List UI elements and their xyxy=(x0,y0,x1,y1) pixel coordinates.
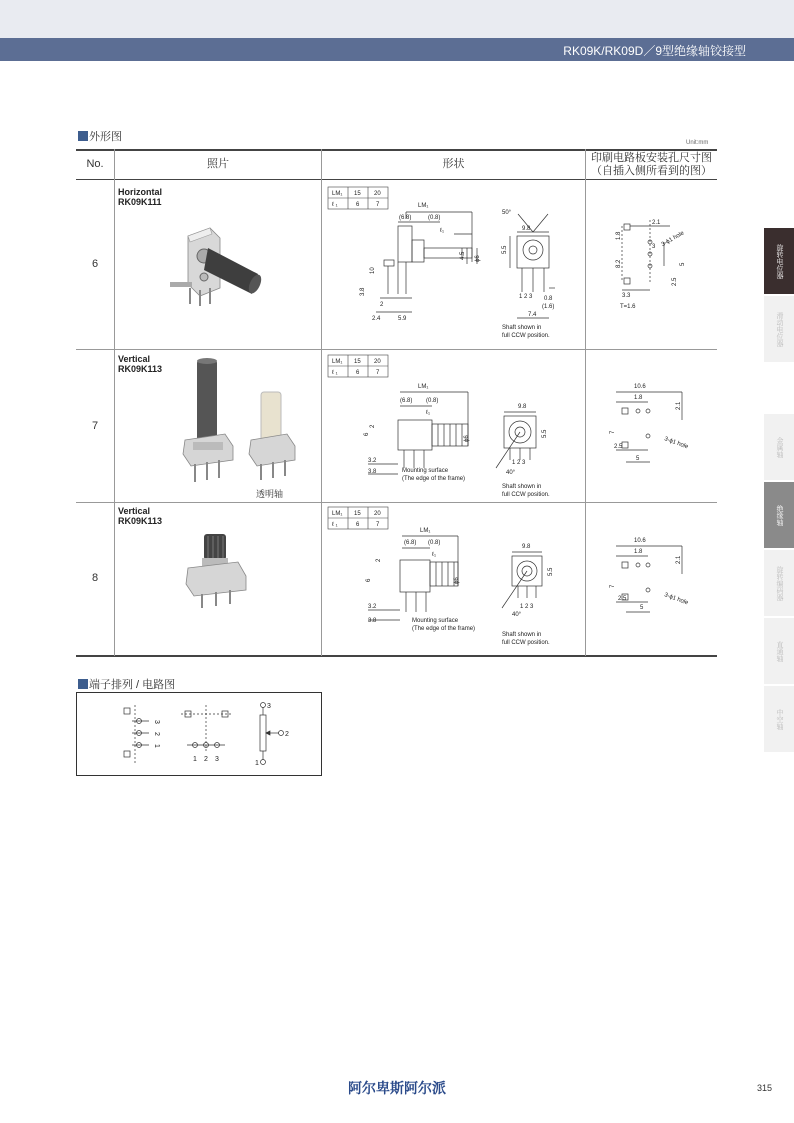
dim-1-6: (1.6) xyxy=(542,304,555,310)
mount-note-1: Mounting surface xyxy=(412,618,459,624)
dim-9-8: 9.8 xyxy=(522,226,531,232)
dim-1-8: 1.8 xyxy=(616,231,622,240)
l1-7: 7 xyxy=(376,522,380,528)
header-no: No. xyxy=(86,158,104,170)
dim-lm1: LM₁ xyxy=(418,203,429,209)
dim-phi6: ϕ6 xyxy=(454,577,460,584)
l1-6: 6 xyxy=(356,202,360,208)
l1-6: 6 xyxy=(356,370,360,376)
dim-2-5: 2.5 xyxy=(614,444,623,450)
title-bar xyxy=(0,38,794,61)
circuit-diagram-box xyxy=(76,692,322,776)
product-photo-vertical-clear xyxy=(245,388,305,484)
pin-3-label: 3 xyxy=(267,703,271,710)
dim-hole: 3-ϕ1 hole xyxy=(663,592,689,607)
section-marker-icon xyxy=(78,679,88,689)
shape-drawing-row6 xyxy=(322,182,586,352)
dim-7-4: 7.4 xyxy=(528,312,537,318)
terminal-circuit-diagram xyxy=(77,693,321,775)
dim-40deg: 40° xyxy=(506,470,516,476)
mount-note-2: (The edge of the frame) xyxy=(412,626,476,632)
dim-8-2: 8.2 xyxy=(616,259,622,268)
dim-6: 6 xyxy=(366,578,372,582)
pin-2-label: 2 xyxy=(285,731,289,738)
dim-lm1: LM₁ xyxy=(418,384,429,390)
side-tab[interactable]: 绝缘轴 xyxy=(764,482,794,548)
dim-9-8: 9.8 xyxy=(518,404,527,410)
section-marker-icon xyxy=(78,131,88,141)
dim-6-8: (6.8) xyxy=(404,540,417,546)
shaft-note-2: full CCW position. xyxy=(502,492,550,498)
l1-6: 6 xyxy=(356,522,360,528)
lm-15: 15 xyxy=(354,191,361,197)
l1-header: ℓ ₁ xyxy=(332,522,338,528)
shape-drawing-row7 xyxy=(322,350,586,502)
row-number: 6 xyxy=(91,258,99,270)
shape-drawing-row8 xyxy=(322,502,586,654)
lm-20: 20 xyxy=(374,359,381,365)
product-photo-horizontal xyxy=(160,222,270,310)
dim-l1: ℓ₁ xyxy=(440,228,444,234)
pin-3-label: 3 xyxy=(153,720,160,724)
dim-2: 2 xyxy=(376,558,382,562)
row-model: Vertical RK09K113 xyxy=(118,506,163,526)
dim-0-8: (0.8) xyxy=(426,398,439,404)
dim-3: 3 xyxy=(652,244,656,250)
dim-2-1: 2.1 xyxy=(652,220,661,226)
dim-5-5: 5.5 xyxy=(542,429,548,438)
outline-section-title: 外形图 xyxy=(78,128,122,144)
footer-brand: 阿尔卑斯阿尔派 xyxy=(348,1080,446,1096)
dim-6: 6 xyxy=(364,432,370,436)
dim-0-8: (0.8) xyxy=(428,540,441,546)
row-number: 7 xyxy=(91,420,99,432)
dim-3-2: 3.2 xyxy=(368,604,377,610)
pcb-drawing-row7 xyxy=(586,350,717,502)
dim-10: 10 xyxy=(370,267,376,274)
page-title: RK09K/RK09D／9型绝缘轴铰接型 xyxy=(563,44,746,58)
dim-6-8: (6.8) xyxy=(399,215,412,221)
page-number: 315 xyxy=(757,1083,773,1093)
side-tab[interactable]: 旋转编码器 xyxy=(764,550,794,616)
top-band xyxy=(0,0,794,38)
pin-2-label: 2 xyxy=(204,756,208,763)
side-tab[interactable]: 直通轴 xyxy=(764,618,794,684)
dim-2: 2 xyxy=(370,424,376,428)
dim-3-8: 3.8 xyxy=(368,469,377,475)
dim-2-5: 2.5 xyxy=(618,596,627,602)
dim-l1: ℓ₁ xyxy=(426,410,430,416)
pin-1-label: 1 xyxy=(255,760,259,767)
dim-50deg: 50° xyxy=(502,210,512,216)
header-pcb: 印刷电路板安装孔尺寸图 xyxy=(591,152,712,164)
dim-5: 5 xyxy=(680,262,686,266)
row-model: Vertical RK09K113 xyxy=(118,354,163,374)
l1-7: 7 xyxy=(376,370,380,376)
side-tab[interactable]: 滑动电位器 xyxy=(764,296,794,362)
shaft-note-1: Shaft shown in xyxy=(502,632,542,638)
lm-15: 15 xyxy=(354,359,361,365)
dim-1-8: 1.8 xyxy=(634,549,643,555)
header-shape: 形状 xyxy=(442,158,465,170)
dim-l1: ℓ₁ xyxy=(432,552,436,558)
dim-1-8: 1.8 xyxy=(634,395,643,401)
dim-7: 7 xyxy=(610,430,616,434)
dim-5: 5 xyxy=(640,605,644,611)
photo-caption: 透明轴 xyxy=(256,489,284,499)
pin-labels: 1 2 3 xyxy=(512,460,526,466)
pin-1-label: 1 xyxy=(153,744,160,748)
pin-1-label: 1 xyxy=(193,756,197,763)
dim-5: 5 xyxy=(636,456,640,462)
dim-6-8: (6.8) xyxy=(400,398,413,404)
shaft-note-2: full CCW position. xyxy=(502,640,550,646)
pin-labels: 1 2 3 xyxy=(519,294,533,300)
dim-t-1-6: T=1.6 xyxy=(620,304,636,310)
header-pcb-sub: （自插入侧所看到的图） xyxy=(591,165,712,177)
dim-5-5: 5.5 xyxy=(548,567,554,576)
dim-9-8: 9.8 xyxy=(522,544,531,550)
dim-4-5: 4.5 xyxy=(460,251,466,260)
dim-phi6: ϕ6 xyxy=(464,435,470,442)
dim-0-8b: 0.8 xyxy=(544,296,553,302)
dim-2-4: 2.4 xyxy=(372,316,381,322)
unit-label: Unit:mm xyxy=(686,140,709,146)
l1-header: ℓ ₁ xyxy=(332,370,338,376)
dim-10-6: 10.6 xyxy=(634,384,646,390)
lm-20: 20 xyxy=(374,511,381,517)
lm-header: LM₁ xyxy=(332,511,343,517)
product-photo-vertical-knurled xyxy=(180,528,260,612)
dim-40deg: 40° xyxy=(512,612,522,618)
dim-2-1: 2.1 xyxy=(676,555,682,564)
dim-2-5: 2.5 xyxy=(672,277,678,286)
lm-header: LM₁ xyxy=(332,191,343,197)
shaft-note-1: Shaft shown in xyxy=(502,325,542,331)
lm-header: LM₁ xyxy=(332,359,343,365)
dim-3-8: 3.8 xyxy=(360,287,366,296)
dim-phi6: ϕ6 xyxy=(475,255,481,262)
pin-2-label: 2 xyxy=(153,732,160,736)
shaft-note-2: full CCW position. xyxy=(502,333,550,339)
pcb-drawing-row8 xyxy=(586,502,717,654)
lm-20: 20 xyxy=(374,191,381,197)
pin-3-label: 3 xyxy=(215,756,219,763)
l1-header: ℓ ₁ xyxy=(332,202,338,208)
dim-10-6: 10.6 xyxy=(634,538,646,544)
side-tab[interactable]: 旋转电位器 xyxy=(764,228,794,294)
circuit-section-title: 端子排列 / 电路图 xyxy=(78,676,175,692)
dim-3-2: 3.2 xyxy=(368,458,377,464)
dim-7: 7 xyxy=(610,584,616,588)
dim-5-9: 5.9 xyxy=(398,316,407,322)
lm-15: 15 xyxy=(354,511,361,517)
shaft-note-1: Shaft shown in xyxy=(502,484,542,490)
product-photo-vertical-dark xyxy=(175,356,245,488)
row-number: 8 xyxy=(91,572,99,584)
pcb-drawing-row6 xyxy=(586,182,717,352)
dim-2-1: 2.1 xyxy=(676,401,682,410)
row-model: Horizontal RK09K111 xyxy=(118,187,162,207)
dim-3-3: 3.3 xyxy=(622,293,631,299)
dim-0-8: (0.8) xyxy=(428,215,441,221)
side-tab[interactable]: 金属轴 xyxy=(764,414,794,480)
pin-labels: 1 2 3 xyxy=(520,604,534,610)
mount-note-1: Mounting surface xyxy=(402,468,449,474)
dim-3-8: 3.8 xyxy=(368,618,377,624)
dim-hole: 3-ϕ1 hole xyxy=(660,230,686,249)
l1-7: 7 xyxy=(376,202,380,208)
dim-hole: 3-ϕ1 hole xyxy=(663,436,689,451)
dim-5-5: 5.5 xyxy=(502,245,508,254)
header-photo: 照片 xyxy=(207,158,229,170)
dim-lm1: LM₁ xyxy=(420,528,431,534)
dim-2: 2 xyxy=(380,302,384,308)
side-tab[interactable]: 中空轴 xyxy=(764,686,794,752)
mount-note-2: (The edge of the frame) xyxy=(402,476,466,482)
